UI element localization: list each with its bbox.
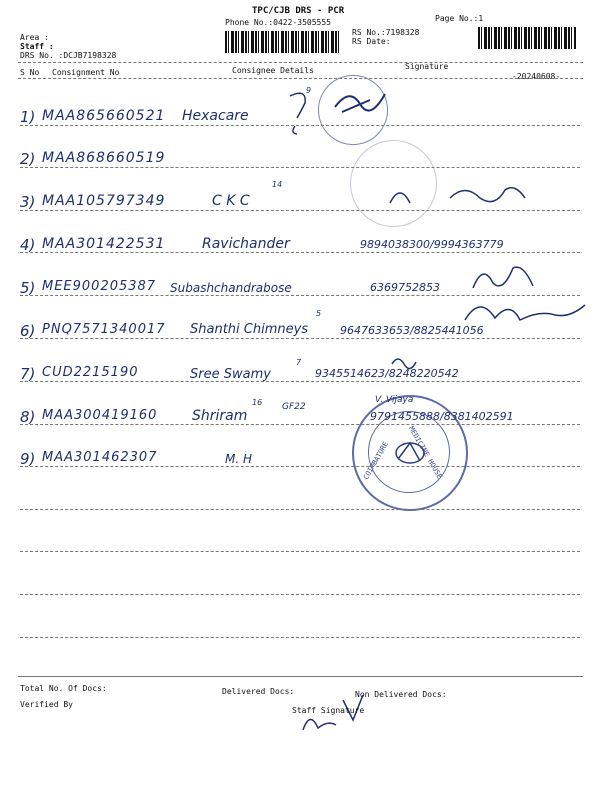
drs-number: DRS No. :DCJB7198328 bbox=[20, 51, 117, 60]
row-6-consignment: PNQ7571340017 bbox=[42, 322, 166, 337]
row-9-number: 9) bbox=[20, 450, 36, 468]
row-line-1 bbox=[20, 125, 580, 126]
row-8-name: Shriram bbox=[192, 408, 248, 424]
row-4-name: Ravichander bbox=[202, 236, 290, 252]
row-line-6 bbox=[20, 338, 580, 339]
row-8-consignment: MAA300419160 bbox=[42, 408, 158, 423]
footer-divider bbox=[18, 676, 583, 677]
row-9-name: M. H bbox=[225, 452, 253, 466]
verified-by-label: Verified By bbox=[20, 700, 73, 709]
row-5-name: Subashchandrabose bbox=[170, 281, 292, 295]
staff-signature-label: Staff Signature bbox=[292, 706, 365, 715]
row-6-contact: 9647633653/8825441056 bbox=[340, 324, 484, 337]
row-1-note: 9 bbox=[306, 86, 312, 95]
col-date: -20240608- bbox=[512, 72, 561, 81]
row-6-number: 6) bbox=[20, 322, 36, 340]
row-1-consignment: MAA865660521 bbox=[42, 108, 166, 124]
col-consignee: Consignee Details bbox=[232, 66, 314, 75]
row-line-7 bbox=[20, 381, 580, 382]
row-7-note: 7 bbox=[296, 358, 302, 367]
staff-label: Staff : bbox=[20, 42, 54, 51]
rs-number: RS No.:7198328 bbox=[352, 28, 420, 37]
col-consignment: Consignment No bbox=[52, 68, 120, 77]
row-7-contact: 9345514623/8248220542 bbox=[315, 367, 459, 380]
row-2-number: 2) bbox=[20, 150, 36, 168]
row-1-name: Hexacare bbox=[182, 108, 249, 124]
row-2-consignment: MAA868660519 bbox=[42, 150, 166, 166]
row-line-2 bbox=[20, 167, 580, 168]
row-5-consignment: MEE900205387 bbox=[42, 279, 157, 294]
col-sno: S No bbox=[20, 68, 40, 77]
header-divider bbox=[18, 62, 583, 63]
barcode-rs bbox=[478, 27, 576, 49]
row-line-3 bbox=[20, 210, 580, 211]
row-8-extra: GF22 bbox=[282, 402, 306, 412]
row-8-number: 8) bbox=[20, 408, 36, 426]
row-6-note: 5 bbox=[316, 309, 322, 318]
row-line-9 bbox=[20, 466, 580, 467]
row-line-12 bbox=[20, 594, 580, 595]
row-5-number: 5) bbox=[20, 279, 36, 297]
stamp-text-coimbatore: COIMBATORE bbox=[362, 440, 391, 481]
phone-number: Phone No.:0422-3505555 bbox=[225, 18, 331, 27]
row-7-consignment: CUD2215190 bbox=[42, 365, 139, 380]
row-3-note: 14 bbox=[272, 180, 283, 189]
row-9-consignment: MAA301462307 bbox=[42, 450, 158, 465]
row-line-13 bbox=[20, 637, 580, 638]
row-line-4 bbox=[20, 252, 580, 253]
question-mark-icon bbox=[285, 88, 315, 138]
row-5-contact: 6369752853 bbox=[370, 281, 440, 294]
row-4-number: 4) bbox=[20, 236, 36, 254]
row-4-consignment: MAA301422531 bbox=[42, 236, 166, 252]
delivered-docs-label: Delivered Docs: bbox=[222, 687, 295, 696]
row-6-name: Shanthi Chimneys bbox=[190, 322, 309, 337]
row-line-10 bbox=[20, 509, 580, 510]
rs-date: RS Date: bbox=[352, 37, 391, 46]
row-8-contact: 9791455888/8381402591 bbox=[370, 410, 514, 423]
col-signature: Signature bbox=[405, 62, 449, 71]
row-8-sign-name: V. Vijaya bbox=[375, 395, 414, 405]
barcode-drs bbox=[225, 31, 340, 53]
stamp-emblem-icon bbox=[390, 433, 430, 473]
stamp-text-medicine: MEDICINE HOUSE bbox=[407, 425, 444, 481]
non-delivered-docs-label: Non Delivered Docs: bbox=[355, 690, 447, 699]
row-1-number: 1) bbox=[20, 108, 36, 126]
signature-scribble-1-icon bbox=[330, 82, 390, 122]
signature-scribble-3-icon bbox=[385, 178, 530, 218]
row-7-number: 7) bbox=[20, 365, 36, 383]
row-8-note: 16 bbox=[252, 398, 263, 407]
page-number: Page No.:1 bbox=[435, 14, 484, 23]
row-line-11 bbox=[20, 551, 580, 552]
row-3-name: C K C bbox=[212, 193, 250, 209]
column-divider bbox=[18, 78, 583, 79]
row-4-contact: 9894038300/9994363779 bbox=[360, 238, 504, 251]
total-docs-label: Total No. Of Docs: bbox=[20, 684, 107, 693]
row-3-consignment: MAA105797349 bbox=[42, 193, 166, 209]
area-label: Area : bbox=[20, 33, 49, 42]
row-7-name: Sree Swamy bbox=[190, 367, 271, 382]
row-line-5 bbox=[20, 295, 580, 296]
document-title: TPC/CJB DRS - PCR bbox=[252, 6, 345, 16]
row-line-8 bbox=[20, 424, 580, 425]
row-3-number: 3) bbox=[20, 193, 36, 211]
